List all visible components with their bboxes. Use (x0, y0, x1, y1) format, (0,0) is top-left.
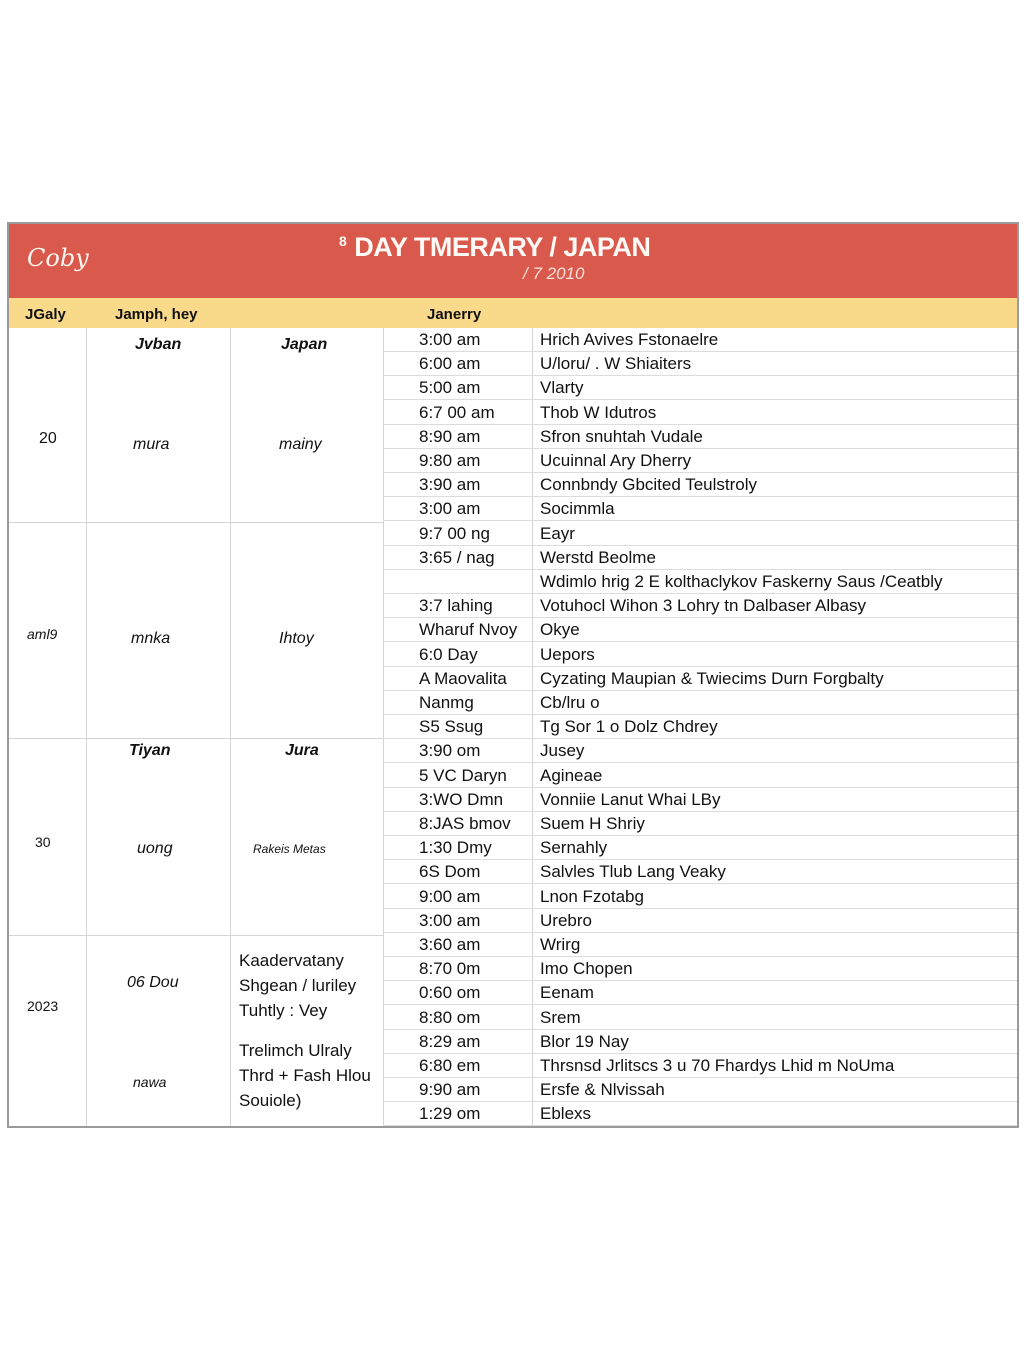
title-text: DAY TMERARY / JAPAN (354, 232, 651, 262)
column-divider (230, 328, 231, 1126)
table-row (383, 933, 1017, 957)
activity-cell: Eayr (540, 523, 575, 543)
time-cell: 3:00 am (419, 330, 481, 349)
activity-cell: Wdimlo hrig 2 E kolthaclykov Faskerny Saus /Ceatbly (540, 572, 943, 591)
table-row (383, 836, 1017, 860)
time-cell: 8:80 om (419, 1007, 481, 1027)
activity-cell: Lnon Fzotabg (540, 886, 644, 906)
column-header-time: Janerry (427, 306, 482, 323)
table-row (383, 594, 1017, 618)
table-row (383, 328, 1017, 352)
time-cell: 8:70 0m (419, 959, 481, 979)
table-row (383, 1030, 1017, 1054)
group-divider (9, 738, 383, 739)
table-row (383, 401, 1017, 425)
activity-cell: Salvles Tlub Lang Veaky (540, 862, 726, 882)
activity-cell: Agineae (540, 765, 603, 785)
table-row (383, 618, 1017, 642)
page-subtitle: / 7 2010 (523, 264, 585, 283)
time-cell: 3:90 am (419, 475, 481, 495)
time-cell: 3:60 am (419, 935, 481, 954)
day-label: 30 (35, 834, 51, 850)
time-cell: 1:29 om (419, 1104, 481, 1124)
activity-cell: Tg Sor 1 o Dolz Chdrey (540, 717, 718, 737)
table-row (383, 860, 1017, 884)
activity-cell: Thrsnsd Jrlitscs 3 u 70 Fhardys Lhid m NoUma (540, 1056, 895, 1075)
region-sub-label: mainy (279, 436, 322, 453)
day-label: 20 (39, 430, 57, 447)
table-row (383, 739, 1017, 763)
table-row (383, 715, 1017, 739)
table-row (383, 885, 1017, 909)
day-label: aml9 (27, 626, 58, 642)
activity-cell: Suem H Shriy (540, 814, 645, 833)
table-row (383, 691, 1017, 715)
column-divider (86, 328, 87, 1126)
time-cell: 5 VC Daryn (419, 765, 507, 785)
table-row (383, 909, 1017, 933)
time-cell: 3:7 lahing (419, 596, 493, 616)
activity-cell: Socimmla (540, 499, 615, 519)
group-divider (9, 935, 383, 936)
city-sub-label: mura (133, 436, 170, 453)
table-row (383, 473, 1017, 497)
activity-cell: Ucuinnal Ary Dherry (540, 451, 692, 470)
activity-cell: Ersfe & Nlvissah (540, 1080, 665, 1100)
city-label: Jvban (135, 336, 182, 353)
table-row (383, 570, 1017, 594)
activity-cell: Vonniie Lanut Whai LBy (540, 789, 721, 809)
itinerary-sheet (7, 222, 1019, 1128)
table-row (383, 425, 1017, 449)
activity-cell: Eblexs (540, 1104, 592, 1124)
table-row (383, 1054, 1017, 1078)
region-sub-label: Ihtoy (279, 630, 314, 647)
time-cell: 9:90 am (419, 1080, 481, 1100)
time-cell: Wharuf Nvoy (419, 620, 518, 640)
activity-cell: Eenam (540, 983, 594, 1003)
column-header-day: JGaly (25, 306, 66, 323)
schedule-grid (9, 328, 1017, 1126)
table-row (383, 764, 1017, 788)
table-row (383, 1078, 1017, 1102)
region-label: Japan (281, 336, 328, 353)
table-row (383, 788, 1017, 812)
city-sub-label: mnka (131, 630, 171, 647)
activity-cell: Blor 19 Nay (540, 1031, 629, 1051)
activity-cell: Urebro (540, 910, 592, 930)
time-cell: 9:7 00 ng (419, 523, 490, 543)
time-cell: 3:00 am (419, 499, 481, 519)
group-divider (9, 522, 383, 523)
table-row (383, 812, 1017, 836)
time-cell: 3:00 am (419, 910, 481, 930)
title-banner (9, 224, 1017, 298)
time-cell: 6:0 Day (419, 644, 478, 664)
time-cell: 3:65 / nag (419, 547, 495, 567)
time-cell: 6:00 am (419, 354, 481, 374)
time-cell: 8:90 am (419, 426, 481, 446)
time-cell: 6:7 00 am (419, 402, 495, 422)
time-cell: 0:60 om (419, 983, 481, 1003)
table-row (383, 643, 1017, 667)
city-label: Tiyan (129, 742, 171, 759)
activity-cell: Werstd Beolme (540, 547, 656, 567)
region-sub-label: Trelimch Ulraly Thrd + Fash Hlou Souiole) (239, 1041, 371, 1110)
activity-cell: Imo Chopen (540, 959, 633, 979)
city-sub-label: uong (137, 840, 173, 857)
activity-cell: U/loru/ . W Shiaiters (540, 354, 692, 374)
region-label: Kaadervatany Shgean / luriley Tuhtly : Vey (239, 951, 357, 1020)
table-row (383, 352, 1017, 376)
time-cell: 6:80 em (419, 1056, 481, 1075)
activity-cell: Votuhocl Wihon 3 Lohry tn Dalbaser Albasy (540, 596, 867, 616)
table-row (383, 957, 1017, 981)
time-cell: 6S Dom (419, 862, 481, 882)
time-cell: Nanmg (419, 693, 474, 712)
column-header-city: Jamph, hey (115, 306, 198, 323)
logo: Coby (27, 244, 89, 272)
time-cell: A Maovalita (419, 668, 507, 688)
table-row (383, 546, 1017, 570)
activity-cell: Thob W Idutros (540, 402, 657, 422)
table-row (383, 667, 1017, 691)
time-cell: 8:29 am (419, 1031, 481, 1051)
table-row (383, 497, 1017, 521)
table-row (383, 449, 1017, 473)
title-prefix: 8 (339, 233, 347, 249)
time-cell: 3:WO Dmn (419, 789, 504, 809)
activity-cell: Cb/lru o (540, 693, 600, 712)
activity-cell: Connbndy Gbcited Teulstroly (540, 475, 758, 495)
activity-cell: Uepors (540, 644, 595, 664)
activity-cell: Jusey (540, 741, 585, 761)
region-label: Jura (285, 742, 319, 759)
time-cell: 1:30 Dmy (419, 838, 492, 858)
table-row (383, 981, 1017, 1005)
time-cell: 8:JAS bmov (419, 814, 511, 833)
column-header-row (9, 298, 1017, 328)
region-sub-label: Rakeis Metas (253, 842, 326, 856)
activity-cell: Sernahly (540, 838, 608, 858)
city-label: 06 Dou (127, 974, 179, 991)
time-cell: 9:80 am (419, 451, 481, 470)
table-row (383, 1102, 1017, 1126)
activity-cell: Srem (540, 1007, 581, 1027)
page-title (339, 232, 650, 263)
time-cell: 3:90 om (419, 741, 481, 761)
activity-cell: Wrirg (540, 935, 581, 954)
activity-cell: Cyzating Maupian & Twiecims Durn Forgbalty (540, 668, 884, 688)
time-cell: 5:00 am (419, 378, 481, 398)
table-row (383, 1006, 1017, 1030)
city-sub-label: nawa (133, 1074, 167, 1090)
table-row (383, 522, 1017, 546)
activity-cell: Sfron snuhtah Vudale (540, 426, 703, 446)
time-cell: S5 Ssug (419, 717, 484, 737)
activity-cell: Okye (540, 620, 580, 640)
time-cell: 9:00 am (419, 886, 481, 906)
activity-cell: Vlarty (540, 378, 584, 398)
activity-cell: Hrich Avives Fstonaelre (540, 330, 719, 349)
day-label: 2023 (27, 998, 59, 1014)
table-row (383, 376, 1017, 400)
